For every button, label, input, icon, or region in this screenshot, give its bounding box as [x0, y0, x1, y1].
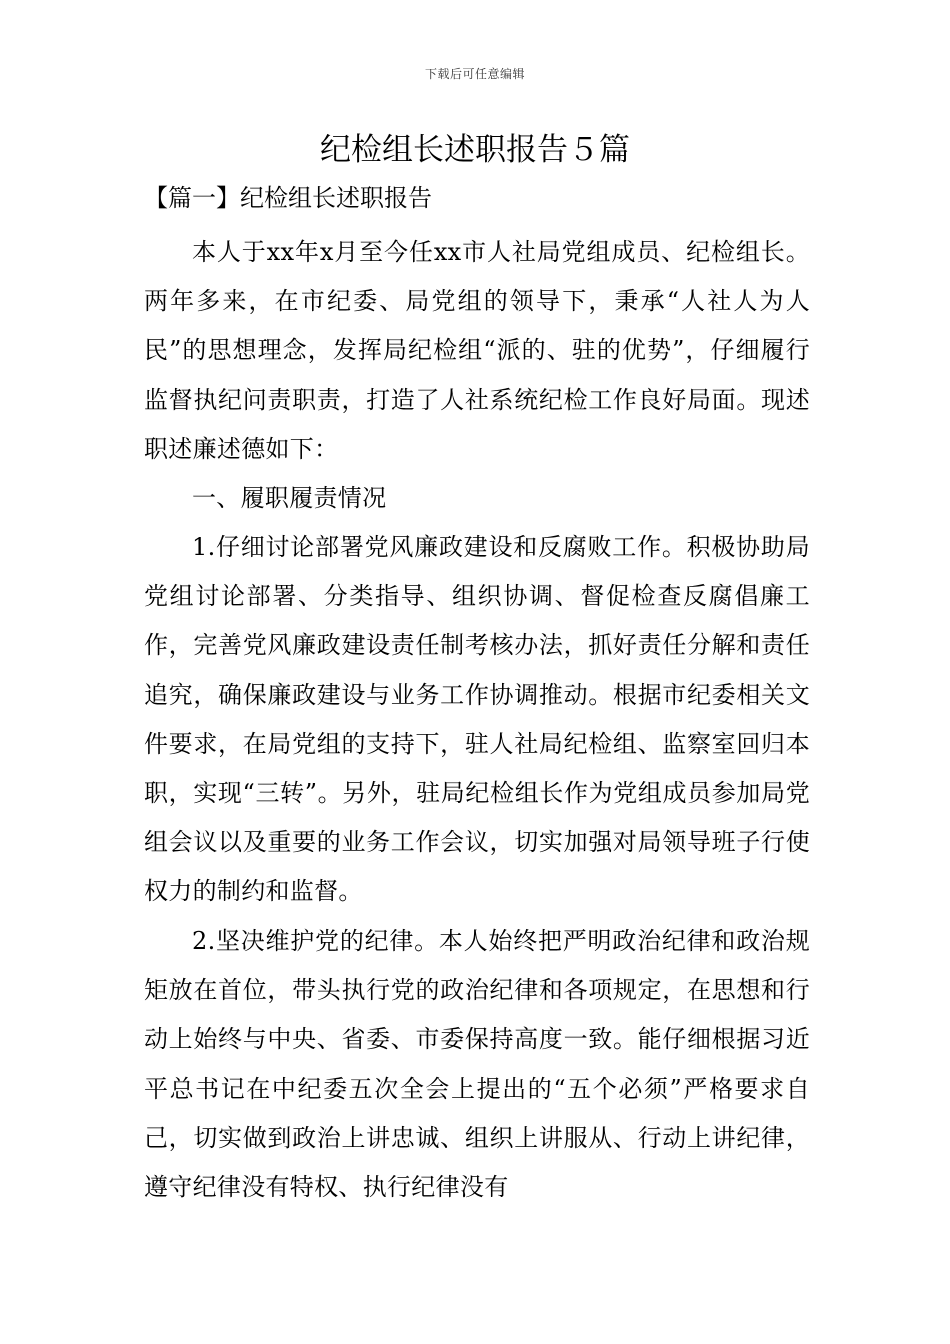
subheading-duties: 一、履职履责情况: [192, 484, 387, 512]
header-note: 下载后可任意编辑: [424, 67, 525, 81]
document-title: 纪检组长述职报告５篇: [320, 132, 630, 168]
item-2-paragraph: 2.坚决维护党的纪律。本人始终把严明政治纪律和政治规矩放在首位，带头执行党的政治纪律和各项规定，在思想和行动上始终与中央、省委、市委保持高度一致。能仔细根据习近平总书记在中纪委五次全会上提出的“五个必须”严格要求自己，切实做到政治上讲忠诚、组织上讲服从、行动上讲纪律，遵守纪律没有特权、执行纪律没有: [144, 927, 810, 1202]
item-1-paragraph: 1.仔细讨论部署党风廉政建设和反腐败工作。积极协助局党组讨论部署、分类指导、组织协调、督促检查反腐倡廉工作，完善党风廉政建设责任制考核办法，抓好责任分解和责任追究，确保廉政建设与业务工作协调推动。根据市纪委相关文件要求，在局党组的支持下，驻人社局纪检组、监察室回归本职，实现“三转”。另外，驻局纪检组长作为党组成员参加局党组会议以及重要的业务工作会议，切实加强对局领导班子行使权力的制约和监督。: [144, 533, 810, 906]
intro-paragraph: 本人于xx年x月至今任xx市人社局党组成员、纪检组长。两年多来，在市纪委、局党组的领导下，秉承“人社人为人民”的思想理念，发挥局纪检组“派的、驻的优势”，仔细履行监督执纪问责职责，打造了人社系统纪检工作良好局面。现述职述廉述德如下：: [144, 238, 810, 463]
section-title: 【篇一】纪检组长述职报告: [144, 184, 432, 212]
